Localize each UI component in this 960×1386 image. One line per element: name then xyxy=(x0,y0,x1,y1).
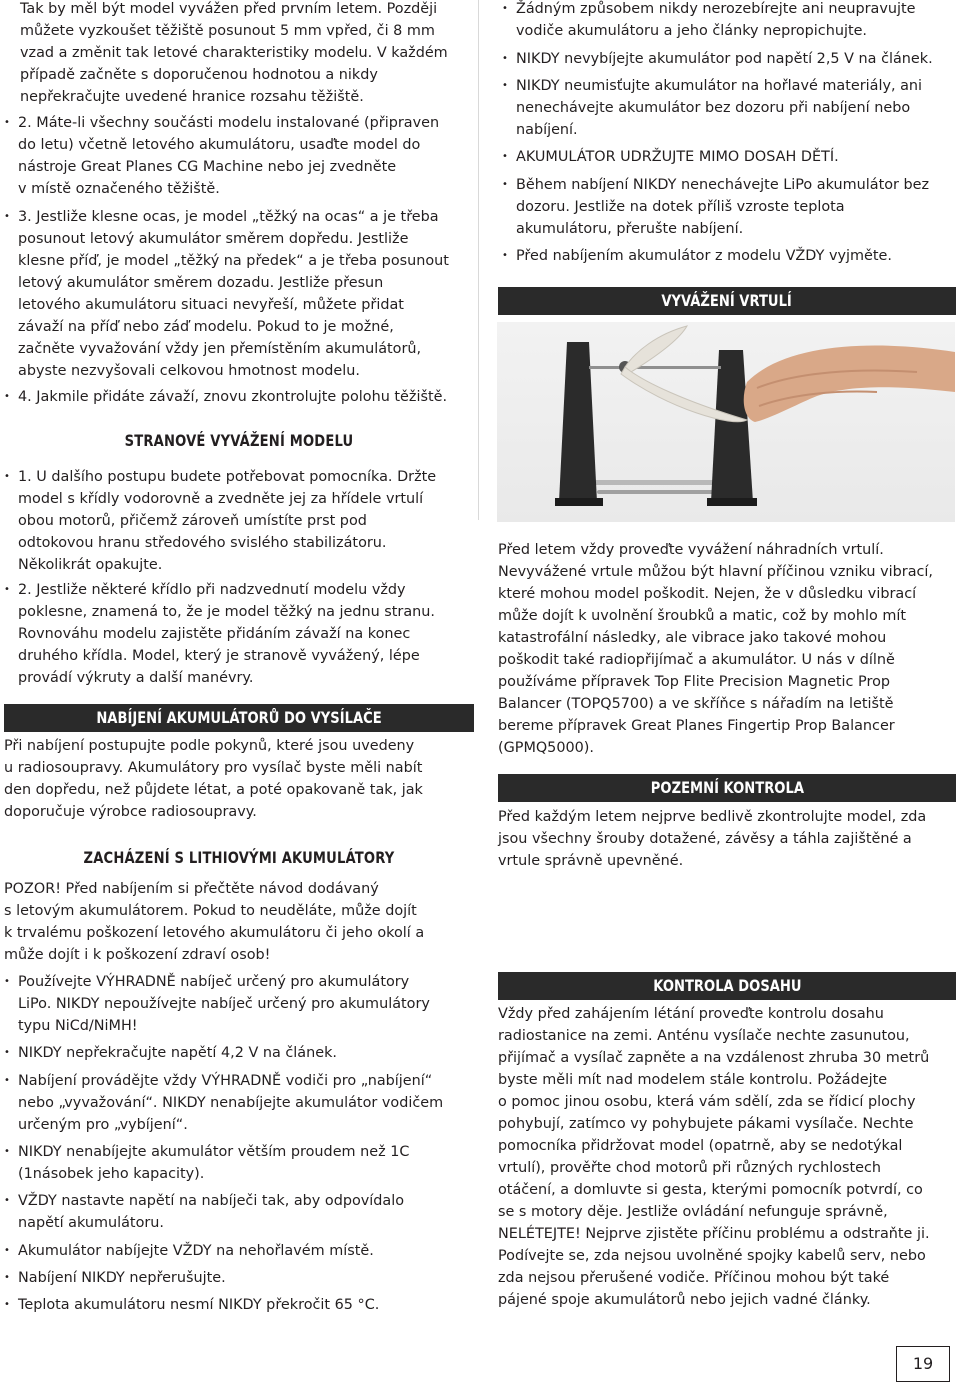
prop-blade xyxy=(625,326,687,372)
lithium-bullet xyxy=(498,146,839,168)
lithium-heading: ZACHÁZENÍ S LITHIOVÝMI AKUMULÁTORY xyxy=(83,848,395,867)
text-line: • NIKDY neumisťujte akumulátor na hořlavé materiály, ani xyxy=(516,78,923,94)
transmitter-charging-paragraph xyxy=(4,735,423,823)
text-line: případě začněte s doporučenou hodnotou a nikdy xyxy=(20,67,378,83)
text-line: nabíjení. xyxy=(516,122,578,138)
text-line: napětí akumulátoru. xyxy=(18,1215,164,1231)
text-line: nenechávejte akumulátor bez dozoru při nabíjení nebo xyxy=(516,100,911,116)
text-line: (1násobek jeho kapacity). xyxy=(18,1166,205,1182)
text-line: Rovnováhu modelu zajistěte přidáním závaží na konec xyxy=(18,626,411,642)
text-line: • Během nabíjení NIKDY nenechávejte LiPo akumulátor bez xyxy=(516,177,930,193)
lithium-bullet xyxy=(4,1294,379,1316)
text-line: můžete vyzkoušet těžiště posunout 5 mm vpřed, či 8 mm xyxy=(20,23,435,39)
text-line: může dojít i k poškození zdraví osob! xyxy=(4,947,271,963)
lithium-bullet xyxy=(498,48,933,70)
left-foot xyxy=(555,498,603,506)
text-line: přijímač a vysílač zapněte a na vzdálenost zhruba 30 metrů xyxy=(498,1050,930,1066)
text-line: obou motorů, přičemž zároveň umístíte prst pod xyxy=(18,513,367,529)
cg-step-4 xyxy=(4,386,447,408)
lithium-bullet xyxy=(4,1070,443,1136)
lithium-bullet xyxy=(4,1267,226,1289)
text-line: otáčení, a domluvte si gesta, kterými pomocník potvrdí, co xyxy=(498,1182,923,1198)
text-line: zda nejsou přerušené vodiče. Příčinou mohou být také xyxy=(498,1270,890,1286)
text-line: • Nabíjení NIKDY nepřerušujte. xyxy=(18,1270,226,1286)
text-line: (GPMQ5000). xyxy=(498,740,594,756)
text-line: letového akumulátoru situaci nevyřeší, můžete přidat xyxy=(18,297,404,313)
text-line: které mohou model poškodit. Nejen, že v důsledku vibrací xyxy=(498,586,917,602)
text-line: s letovým akumulátorem. Pokud to neuděláte, může dojít xyxy=(4,903,417,919)
text-line: LiPo. NIKDY nepoužívejte nabíječ určený pro akumulátory xyxy=(18,996,430,1012)
text-line: Před letem vždy proveďte vyvážení náhradních vrtulí. xyxy=(498,542,884,558)
text-line: poklesne, znamená to, že je model těžký na jednu stranu. xyxy=(18,604,435,620)
text-line: model s křídly vodorovně a zvedněte jej za hřídele vrtulí xyxy=(18,491,424,507)
text-line: • Používejte VÝHRADNĚ nabíječ určený pro akumulátory xyxy=(18,974,410,990)
text-line: k trvalému poškození letového akumulátoru či jeho okolí a xyxy=(4,925,425,941)
text-line: vrtulí), prověřte chod motorů při různých rychlostech xyxy=(498,1160,882,1176)
text-line: • AKUMULÁTOR UDRŽUJTE MIMO DOSAH DĚTÍ. xyxy=(516,149,839,165)
lateral-step-1 xyxy=(4,466,436,576)
right-upright xyxy=(711,350,753,502)
lithium-bullet xyxy=(4,1042,337,1064)
lithium-bullet xyxy=(498,174,929,240)
lithium-bullet xyxy=(4,1240,374,1262)
text-line: radiostanice na zemi. Anténu vysílače nechte zasunutou, xyxy=(498,1028,910,1044)
text-line: nebo „vyvažování“. NIKDY nenabíjejte akumulátor vodičem xyxy=(18,1095,444,1111)
text-line: určeným pro „vybíjení“. xyxy=(18,1117,188,1133)
text-line: provádí výkruty a další manévry. xyxy=(18,670,254,686)
text-line: katastrofální následky, ale vibrace jako takové mohou xyxy=(498,630,887,646)
text-line: • Před nabíjením akumulátor z modelu VŽDY vyjměte. xyxy=(516,248,892,264)
heading-text: POZEMNÍ KONTROLA xyxy=(650,778,804,797)
prop-balance-paragraph xyxy=(498,539,933,759)
text-line: • NIKDY nenabíjejte akumulátor větším proudem než 1C xyxy=(18,1144,410,1160)
text-line: POZOR! Před nabíjením si přečtěte návod dodávaný xyxy=(4,881,379,897)
text-line: • Teplota akumulátoru nesmí NIKDY překročit 65 °C. xyxy=(18,1297,380,1313)
text-line: klesne příď, je model „těžký na předek“ a je třeba posunout xyxy=(18,253,449,269)
text-line: Při nabíjení postupujte podle pokynů, které jsou uvedeny xyxy=(4,738,415,754)
right-foot xyxy=(707,498,757,506)
text-line: typu NiCd/NiMH! xyxy=(18,1018,138,1034)
lithium-bullet xyxy=(498,0,915,42)
balancer-shaft xyxy=(589,366,721,369)
lateral-balance-heading: STRANOVÉ VYVÁŽENÍ MODELU xyxy=(124,431,354,450)
text-line: bereme přípravek Great Planes Fingertip Prop Balancer xyxy=(498,718,895,734)
text-line: abyste nezvyšovali celkovou hmotnost modelu. xyxy=(18,363,360,379)
column-divider xyxy=(478,0,479,520)
heading-text: VYVÁŽENÍ VRTULÍ xyxy=(661,291,793,310)
text-line: • VŽDY nastavte napětí na nabíječi tak, aby odpovídalo xyxy=(18,1193,405,1209)
page-number: 19 xyxy=(896,1346,950,1382)
prop-balancer-photo xyxy=(497,322,955,522)
text-line: letový akumulátor směrem dozadu. Jestliže přesun xyxy=(18,275,384,291)
prop-balancer-illustration xyxy=(497,322,955,522)
heading-text: NABÍJENÍ AKUMULÁTORŮ DO VYSÍLAČE xyxy=(96,708,382,727)
text-line: • 1. U dalšího postupu budete potřebovat pomocníka. Držte xyxy=(18,469,437,485)
text-line: posunout letový akumulátor směrem dopředu. Jestliže xyxy=(18,231,409,247)
text-line: vrtule správně upevněné. xyxy=(498,853,684,869)
text-line: pájené spoje akumulátorů nebo jejich vadné články. xyxy=(498,1292,871,1308)
text-line: Balancer (TOPQ5700) a ve skříňce s nářadím na letiště xyxy=(498,696,894,712)
text-line: nástroje Great Planes CG Machine nebo jej zvedněte xyxy=(18,159,397,175)
text-line: • NIKDY nepřekračujte napětí 4,2 V na článek. xyxy=(18,1045,337,1061)
text-line: vodiče akumulátoru a jeho články nepropichujte. xyxy=(516,23,868,39)
text-line: Tak by měl být model vyvážen před prvním letem. Později xyxy=(20,1,438,17)
text-line: NELÉTEJTE! Nejprve zjistěte příčinu problému a odstraňte ji. xyxy=(498,1226,930,1242)
heading-text: KONTROLA DOSAHU xyxy=(652,976,802,995)
text-line: pohybují, zatímco vy pohybujete pákami vysílače. Nechte xyxy=(498,1116,914,1132)
text-line: může dojít k uvolnění šroubků a matic, což by mohlo mít xyxy=(498,608,907,624)
text-line: závaží na příď nebo záď modelu. Pokud to je možné, xyxy=(18,319,394,335)
text-line: • 2. Máte-li všechny součásti modelu instalované (připraven xyxy=(18,115,440,131)
prop-balance-heading xyxy=(498,287,956,315)
range-check-heading xyxy=(498,972,956,1000)
lithium-bullet xyxy=(4,971,430,1037)
range-check-paragraph xyxy=(498,1003,930,1311)
text-line: Několikrát opakujte. xyxy=(18,557,163,573)
text-line: Před každým letem nejprve bedlivě zkontrolujte model, zda xyxy=(498,809,927,825)
text-line: • 3. Jestliže klesne ocas, je model „těžký na ocas“ a je třeba xyxy=(18,209,439,225)
text-line: byste měli mít nad modelem stále kontrolu. Požádejte xyxy=(498,1072,888,1088)
text-line: • NIKDY nevybíjejte akumulátor pod napětí 2,5 V na článek. xyxy=(516,51,933,67)
text-line: poškodit také radiopřijímač a akumulátor. U nás v dílně xyxy=(498,652,895,668)
text-line: používáme přípravek Top Flite Precision Magnetic Prop xyxy=(498,674,891,690)
hand xyxy=(744,346,955,422)
text-line: druhého křídla. Model, který je stranově vyvážený, lépe xyxy=(18,648,420,664)
text-line: Podívejte se, zda nejsou uvolněné spojky kabelů serv, nebo xyxy=(498,1248,926,1264)
lithium-bullet xyxy=(498,245,892,267)
base-rod xyxy=(592,480,732,485)
lateral-step-2 xyxy=(4,579,435,689)
text-line: o pomoc jinou osobu, která vám sdělí, zda se řídicí plochy xyxy=(498,1094,916,1110)
cg-intro-paragraph xyxy=(20,0,448,108)
transmitter-charging-heading xyxy=(4,704,474,732)
text-line: • 4. Jakmile přidáte závaží, znovu zkontrolujte polohu těžiště. xyxy=(18,389,448,405)
ground-check-heading xyxy=(498,774,956,802)
lithium-bullet xyxy=(4,1141,409,1185)
text-line: vzad a změnit tak letové charakteristiky modelu. V každém xyxy=(20,45,448,61)
cg-step-2 xyxy=(4,112,439,200)
lithium-bullet xyxy=(4,1190,404,1234)
text-line: nepřekračujte uvedené hranice rozsahu těžiště. xyxy=(20,89,364,105)
text-line: začněte vyvažování vždy jen přemístěním akumulátorů, xyxy=(18,341,422,357)
cg-step-3 xyxy=(4,206,449,382)
text-line: pomocníka přidržovat model (opatrně, aby se nedotýkal xyxy=(498,1138,903,1154)
lithium-bullet xyxy=(498,75,922,141)
text-line: • Nabíjení provádějte vždy VÝHRADNĚ vodiči pro „nabíjení“ xyxy=(18,1073,433,1089)
text-line: • 2. Jestliže některé křídlo při nadzvednutí modelu vždy xyxy=(18,582,406,598)
text-line: Vždy před zahájením létání proveďte kontrolu dosahu xyxy=(498,1006,884,1022)
text-line: dozoru. Jestliže na dotek příliš vzroste teplota xyxy=(516,199,845,215)
lithium-warning-paragraph xyxy=(4,878,424,966)
text-line: do letu) včetně letového akumulátoru, usaďte model do xyxy=(18,137,421,153)
text-line: odtokovou hranu středového svislého stabilizátoru. xyxy=(18,535,387,551)
text-line: • Žádným způsobem nikdy nerozebírejte ani neupravujte xyxy=(516,1,916,17)
text-line: jsou všechny šrouby dotažené, závěsy a táhla zajištěné a xyxy=(498,831,912,847)
text-line: den dopředu, než půjdete létat, a poté opakovaně tak, jak xyxy=(4,782,423,798)
text-line: Nevyvážené vrtule můžou být hlavní příčinou vzniku vibrací, xyxy=(498,564,933,580)
ground-check-paragraph xyxy=(498,806,926,872)
text-line: u radiosoupravy. Akumulátory pro vysílač byste měli nabít xyxy=(4,760,423,776)
text-line: • Akumulátor nabíjejte VŽDY na nehořlavém místě. xyxy=(18,1243,374,1259)
text-line: akumulátoru, přerušte nabíjení. xyxy=(516,221,744,237)
text-line: se s motory děje. Jestliže ovládání nefunguje správně, xyxy=(498,1204,888,1220)
text-line: v místě označeného těžiště. xyxy=(18,181,220,197)
text-line: doporučuje výrobce radiosoupravy. xyxy=(4,804,257,820)
